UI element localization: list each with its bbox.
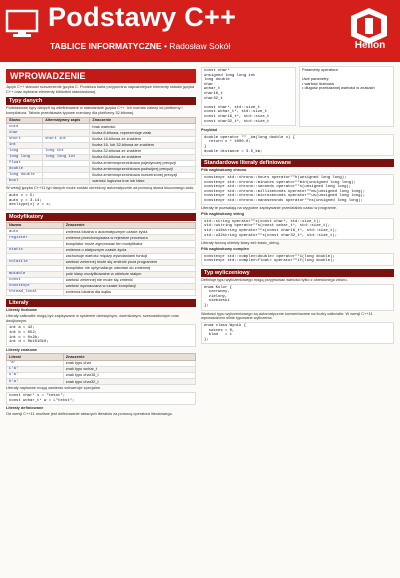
table-cell: int xyxy=(7,142,43,148)
modifiers-table xyxy=(6,222,196,297)
table-cell: register xyxy=(7,235,64,241)
char-literals-table xyxy=(6,353,196,385)
section-heading-modifiers: Modyfikatory xyxy=(6,213,196,221)
table-cell: double xyxy=(7,166,43,172)
table-header: Nazwa xyxy=(7,222,64,229)
section-heading-types: Typy danych xyxy=(6,97,196,105)
subsection-heading: Plik nagłówkowy complex xyxy=(201,245,249,251)
table-cell: brak wartości xyxy=(90,124,196,130)
intro-text: Język C++ stanowi rozszerzenie języka C. Poniższa karta przypomina najważniejsze elementy składni języka C++ oraz wybrane elementy biblioteki standardowej. xyxy=(6,84,195,94)
table-cell: short xyxy=(7,136,43,142)
code-block: auto x = 5; auto y = 3.14; decltype(x) z = x; xyxy=(6,192,196,210)
table-cell: long int xyxy=(43,148,90,154)
table-cell: void xyxy=(7,124,43,130)
literals-text: Od wersji C++11 możliwe jest definiowanie własnych literałów za pomocą operatora literałowego. xyxy=(6,410,173,416)
code-block: constexpr std::chrono::hours operator""h(unsigned long long); constexpr std::chrono::minutes operator""min(unsigned long long); constexpr std::chrono::seconds operator""s(unsigned long long); constexpr std::chrono::milliseconds operator""ms(unsigned long long); constexpr std::chrono::microseconds operator""us(unsigned long long); constexpr std::chrono::nanoseconds operator""ns(unsigned long long); xyxy=(201,174,394,206)
table-cell: liczba 64-bitowa ze znakiem xyxy=(90,154,196,160)
table-cell: auto xyxy=(7,229,64,235)
params-note: Parametry operatora Uwe parametry: • wartość liczbowa • długość przekazanej wartości w znakach xyxy=(299,66,394,127)
code-block: enum Kolor { czerwony, zielony, niebieski }; xyxy=(201,284,394,311)
table-cell: long long xyxy=(7,154,43,160)
table-header: Słowo xyxy=(7,117,43,124)
table-cell: zmienna o statycznym czasie życia xyxy=(63,247,195,253)
table-cell: long xyxy=(7,148,43,154)
table-cell: znak typu char32_t xyxy=(63,379,195,385)
code-block: double operator "" _km(long double x) { return x * 1000.0; } double distance = 3.5_km; xyxy=(201,134,394,156)
section-heading-std-literals: Standardowe literały definiowane xyxy=(201,159,394,167)
monitor-icon xyxy=(5,9,39,39)
table-cell: pole klasy modyfikowalne w obiekcie stałym xyxy=(63,271,195,277)
table-row xyxy=(7,379,196,385)
table-header: Literał xyxy=(7,354,64,361)
header-banner xyxy=(0,0,400,62)
left-column xyxy=(6,66,196,572)
table-cell: zachowuje wartość między wywołaniami funkcji xyxy=(63,253,195,259)
literals-text: Literały napisowe mogą zawierać sekwencje specjalne. xyxy=(6,385,102,391)
subsection-heading: Literały znakowe xyxy=(6,346,38,352)
table-cell: long long int xyxy=(43,154,90,160)
table-cell: znak typu char xyxy=(63,360,195,366)
table-cell: mutable xyxy=(7,271,64,277)
table-cell: zmienna przechowywana w rejestrze procesora xyxy=(63,235,195,241)
section-heading-enum: Typ wyliczeniowy xyxy=(201,269,394,277)
table-cell: liczba 16- lub 32-bitowa ze znakiem xyxy=(90,142,196,148)
table-cell xyxy=(43,179,90,185)
types-after-text: W wersji języka C++11 typ danych może zostać określony automatycznie za pomocą słowa kluczowego auto. xyxy=(6,185,195,191)
table-cell: static xyxy=(7,247,64,253)
table-cell: liczba zmiennoprzecinkowa rozszerzonej precyzji xyxy=(90,173,196,179)
table-cell: wartość logiczna true lub false xyxy=(90,179,196,185)
brand-name: Helion xyxy=(354,40,386,51)
table-cell: kompilator nie optymalizuje odwołań do zmiennej xyxy=(63,265,195,271)
right-column xyxy=(201,66,394,572)
table-cell: znak typu char16_t xyxy=(63,373,195,379)
table-cell: liczba zmiennoprzecinkowa podwójnej precyzji xyxy=(90,166,196,172)
code-block: const char* s = "tekst"; const wchar_t* w = L"tekst"; xyxy=(6,392,196,405)
operator-params xyxy=(201,66,394,127)
table-cell: constexpr xyxy=(7,284,64,290)
table-row xyxy=(7,290,196,296)
subsection-heading: Literały liczbowe xyxy=(6,307,38,313)
code-block: int a = 42; int b = 052; int c = 0x2A; int d = 0b101010; xyxy=(6,324,196,346)
table-cell: thread_local xyxy=(7,290,64,296)
code-block: std::string operator""s(const char*, std::size_t); std::wstring operator""s(const wchar_t*, std::size_t); std::u16string operator""s(const char16_t*, std::size_t); std::u32string operator""s(const char32_t*, std::size_t); xyxy=(201,218,394,240)
subsection-heading: Plik nagłówkowy string xyxy=(201,211,245,217)
page-title: Podstawy C++ xyxy=(48,2,237,32)
table-cell: volatile xyxy=(7,259,64,265)
page-subtitle xyxy=(50,41,230,51)
section-heading-literals: Literały xyxy=(6,299,196,307)
enum-text: Wartości typu wyliczeniowego są automatycznie konwertowane na liczby całkowite. W wersji C++11 wprowadzono silnie typowane wyliczenia. xyxy=(201,310,373,321)
subsection-heading: Literały definiowane xyxy=(6,405,44,411)
table-cell: long double xyxy=(7,173,43,179)
table-cell: znak typu wchar_t xyxy=(63,367,195,373)
table-cell: liczba zmiennoprzecinkowa pojedynczej precyzji xyxy=(90,160,196,166)
code-block: enum class Wynik { sukces = 0, blad = 1 }; xyxy=(201,322,394,344)
table-cell: liczba 16-bitowa ze znakiem xyxy=(90,136,196,142)
table-cell: 'a' xyxy=(7,360,64,366)
table-cell: short int xyxy=(43,136,90,142)
literals-text: Literały całkowite mogą być zapisywane w systemie dziesiętnym, ósemkowym, szesnastkowym oraz dwójkowym. xyxy=(6,312,179,323)
table-header: Alternatywny zapis xyxy=(43,117,90,124)
table-cell: zmienna lokalna o automatycznym czasie życia xyxy=(63,229,195,235)
table-row xyxy=(7,179,196,185)
section-heading-intro: WPROWADZENIE xyxy=(6,69,196,83)
types-text: Podstawowe typy danych są zdefiniowane w standardzie języka C++. Ich rozmiar zależy od platformy i kompilatora. Tabela przedstawia typowe rozmiary dla platformy 32-bitowej. xyxy=(6,105,183,116)
table-cell: liczba 8-bitowa, reprezentuje znak xyxy=(90,130,196,136)
author-name: • Radosław Sokół xyxy=(163,41,231,51)
code-block: const char* unsigned long long int long double char wchar_t char16_t char32_t const char*, std::size_t const wchar_t*, std::size_t const char16_t*, std::size_t const char32_t*, std::size_t xyxy=(201,67,296,126)
table-cell: bool xyxy=(7,179,43,185)
table-cell: const xyxy=(7,277,64,283)
table-cell: float xyxy=(7,160,43,166)
table-cell: kompilator może zignorować ten modyfikator xyxy=(63,241,195,247)
table-header: Znaczenie xyxy=(63,222,195,229)
types-table xyxy=(6,117,196,185)
table-cell: wartość zmiennej może się zmienić poza programem xyxy=(63,259,195,265)
table-header: Znaczenie xyxy=(90,117,196,124)
code-block: constexpr std::complex<double> operator""i(long double); constexpr std::complex<float> operator""if(long double); xyxy=(201,253,394,266)
table-cell: U'a' xyxy=(7,379,64,385)
table-cell: zmienna lokalna dla wątku xyxy=(63,290,195,296)
table-cell: wartość wyznaczana w czasie kompilacji xyxy=(63,284,195,290)
table-header: Znaczenie xyxy=(63,354,195,361)
table-cell: L'a' xyxy=(7,367,64,373)
example-label: Przykład xyxy=(201,127,218,133)
table-cell: u'a' xyxy=(7,373,64,379)
std-text: Literały te pozwalają na wygodne zapisywanie przedziałów czasu w programie. xyxy=(201,205,338,211)
table-cell: liczba 32-bitowa ze znakiem xyxy=(90,148,196,154)
enum-text: Definiuje typu wyliczeniowego mogą przyjmować wartości tylko z określonego zbioru. xyxy=(201,276,348,282)
std-text: Literały tworzą obiekty klasy std::basic_string. xyxy=(201,240,280,246)
series-name: TABLICE INFORMATYCZNE xyxy=(50,41,162,51)
subsection-heading: Plik nagłówkowy chrono xyxy=(201,167,247,173)
table-cell: char xyxy=(7,130,43,136)
table-cell: wartość zmiennej nie może się zmienić xyxy=(63,277,195,283)
